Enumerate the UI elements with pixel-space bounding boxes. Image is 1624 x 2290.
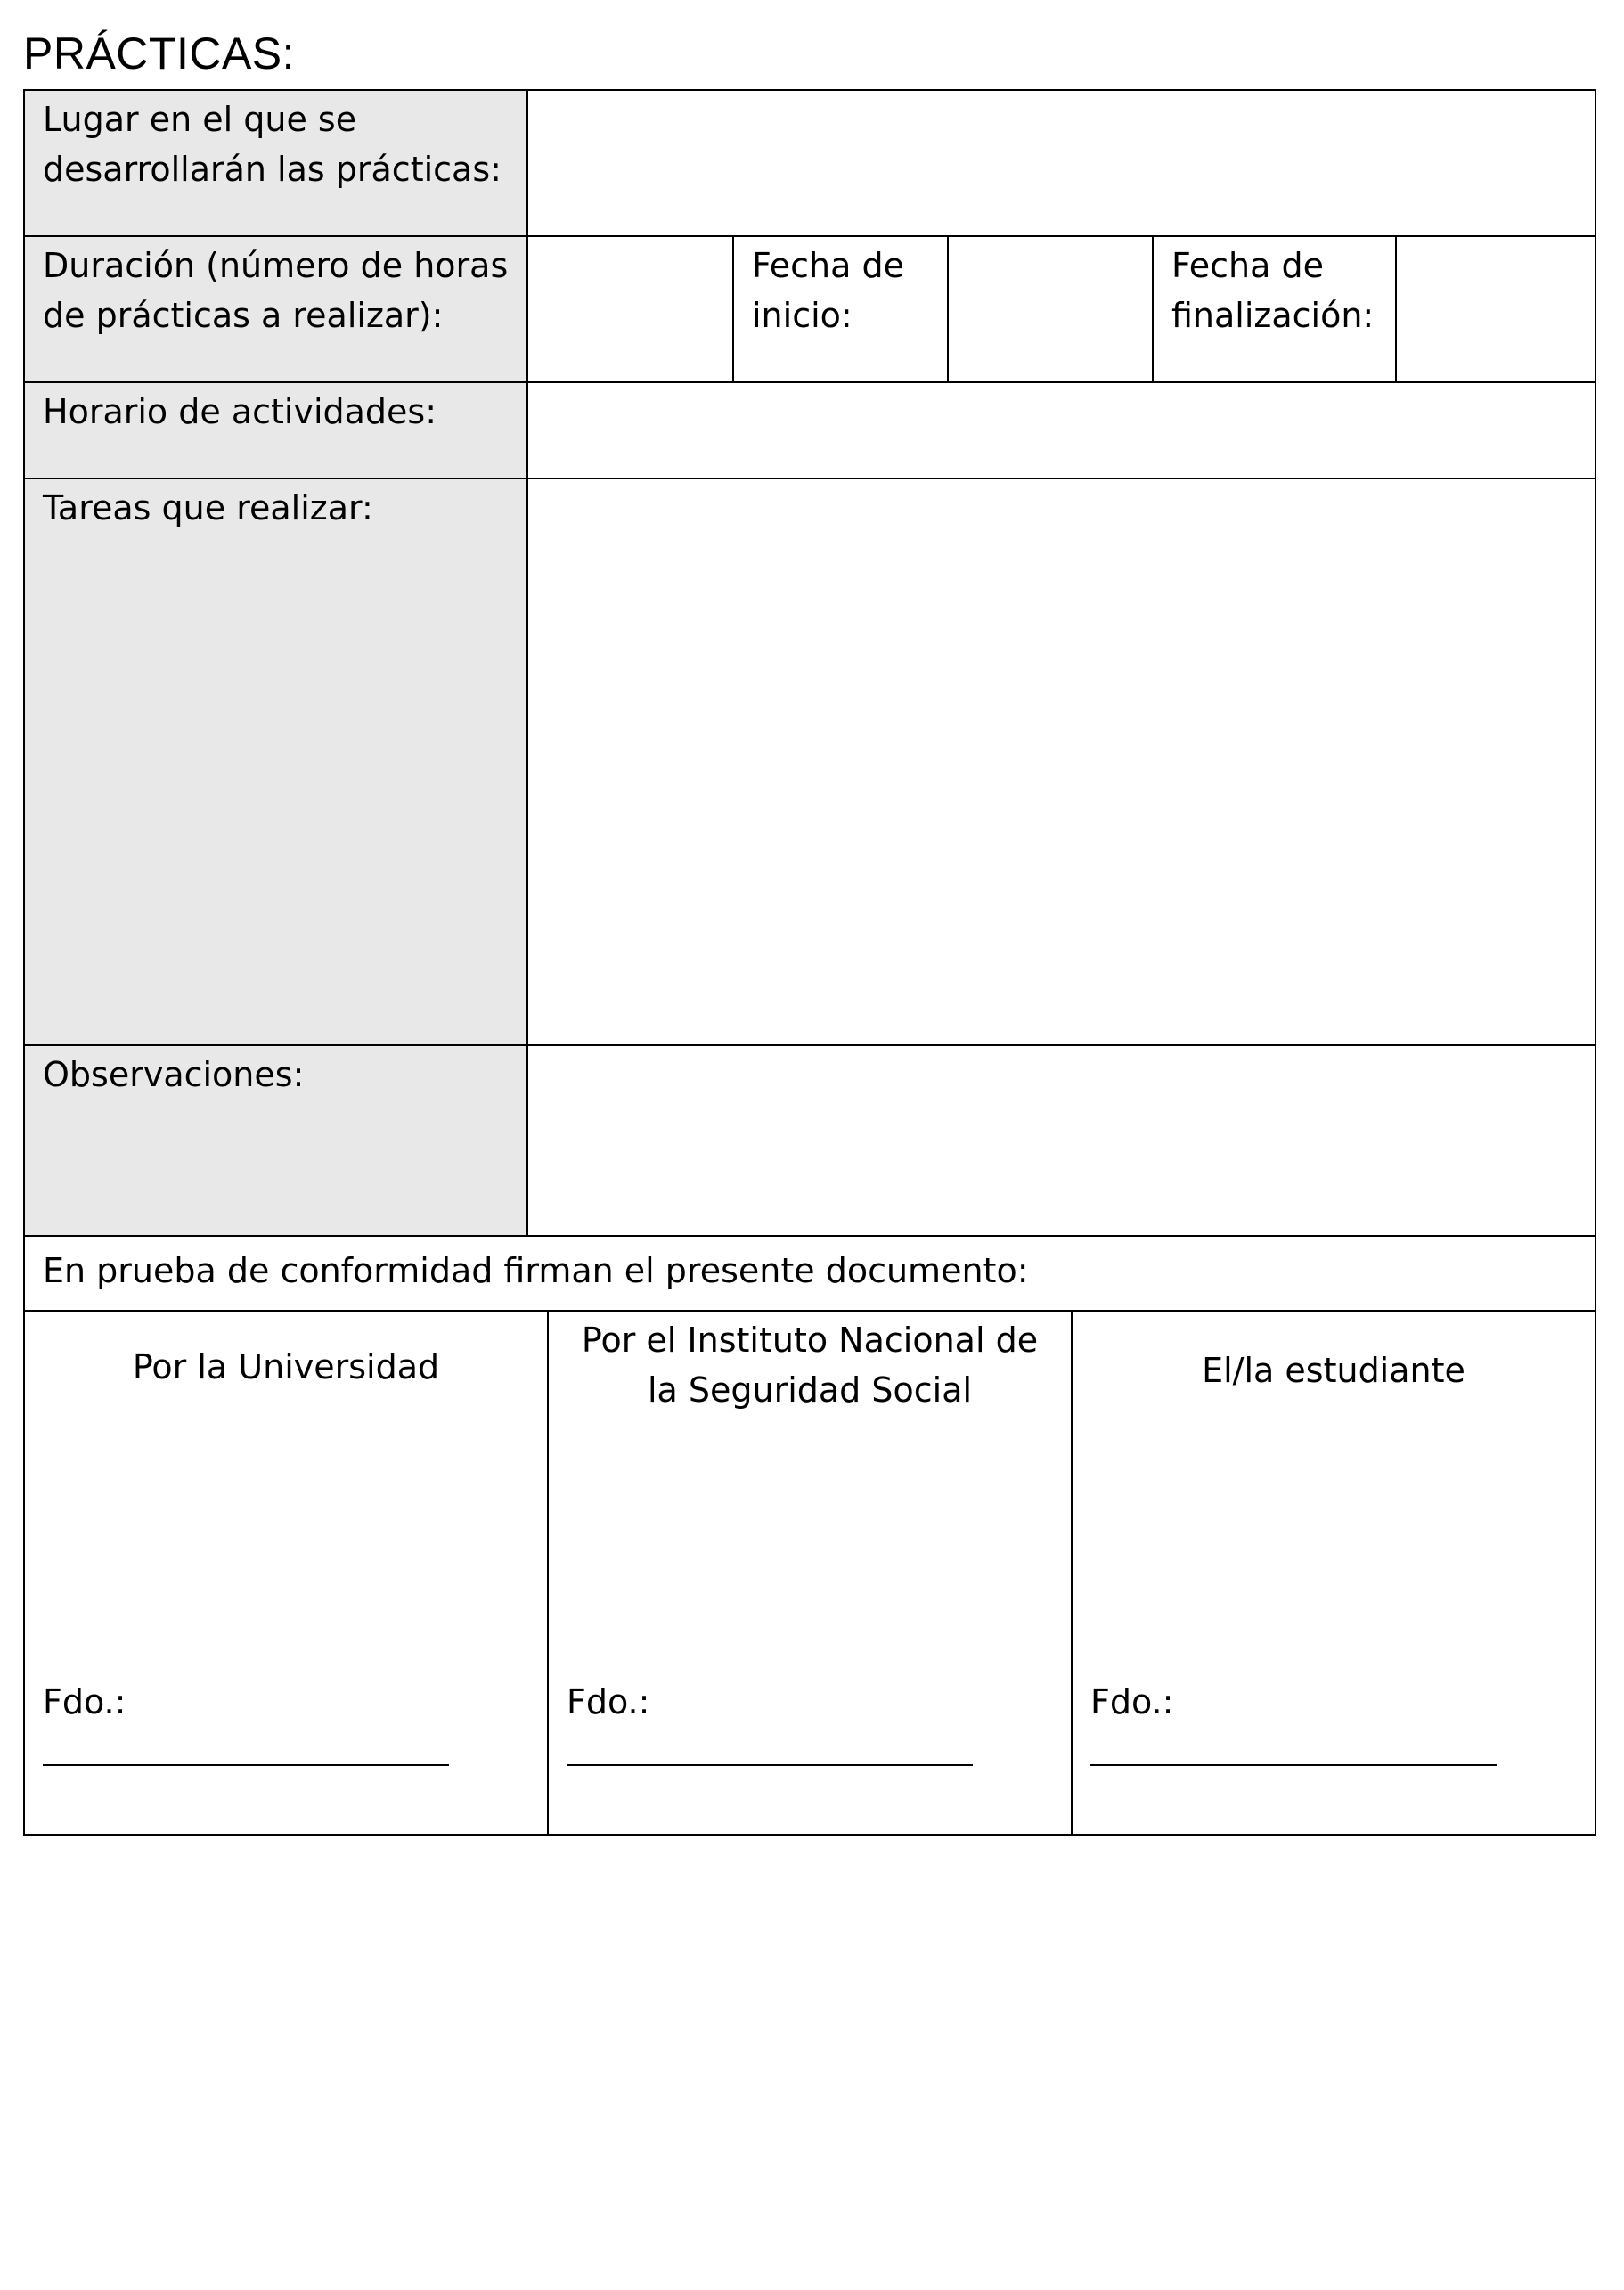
conformidad-text: En prueba de conformidad firman el presente documento:: [23, 1235, 1596, 1312]
signature-line[interactable]: [1090, 1764, 1497, 1766]
fecha-inicio-field[interactable]: [947, 235, 1154, 383]
signature-line[interactable]: [43, 1764, 449, 1766]
duracion-label: Duración (número de horas de prácticas a realizar):: [23, 235, 528, 383]
lugar-field[interactable]: [526, 89, 1596, 237]
signature-box-inss: [547, 1310, 1073, 1836]
observaciones-field[interactable]: [526, 1044, 1596, 1237]
signature-party: Por la Universidad: [132, 1347, 440, 1386]
signature-box-estudiante: [1071, 1310, 1596, 1836]
lugar-label: Lugar en el que se desarrollarán las prácticas:: [23, 89, 528, 237]
duracion-field[interactable]: [526, 235, 734, 383]
horario-label: Horario de actividades:: [23, 381, 528, 479]
fecha-fin-label: Fecha de finalización:: [1152, 235, 1397, 383]
signature-party: Por el Instituto Nacional de la Seguridad Social: [581, 1321, 1039, 1410]
practicas-form: [23, 89, 1596, 1836]
signature-fdo-label: Fdo.:: [1090, 1682, 1174, 1722]
observaciones-label: Observaciones:: [23, 1044, 528, 1237]
tareas-field[interactable]: [526, 478, 1596, 1046]
tareas-label: Tareas que realizar:: [23, 478, 528, 1046]
fecha-inicio-label: Fecha de inicio:: [732, 235, 949, 383]
signature-party: El/la estudiante: [1202, 1351, 1465, 1390]
signature-line[interactable]: [567, 1764, 973, 1766]
horario-field[interactable]: [526, 381, 1596, 479]
page-title: PRÁCTICAS:: [23, 29, 296, 78]
signature-fdo-label: Fdo.:: [43, 1682, 126, 1722]
signature-box-universidad: [23, 1310, 549, 1836]
fecha-fin-field[interactable]: [1395, 235, 1596, 383]
signature-fdo-label: Fdo.:: [567, 1682, 650, 1722]
